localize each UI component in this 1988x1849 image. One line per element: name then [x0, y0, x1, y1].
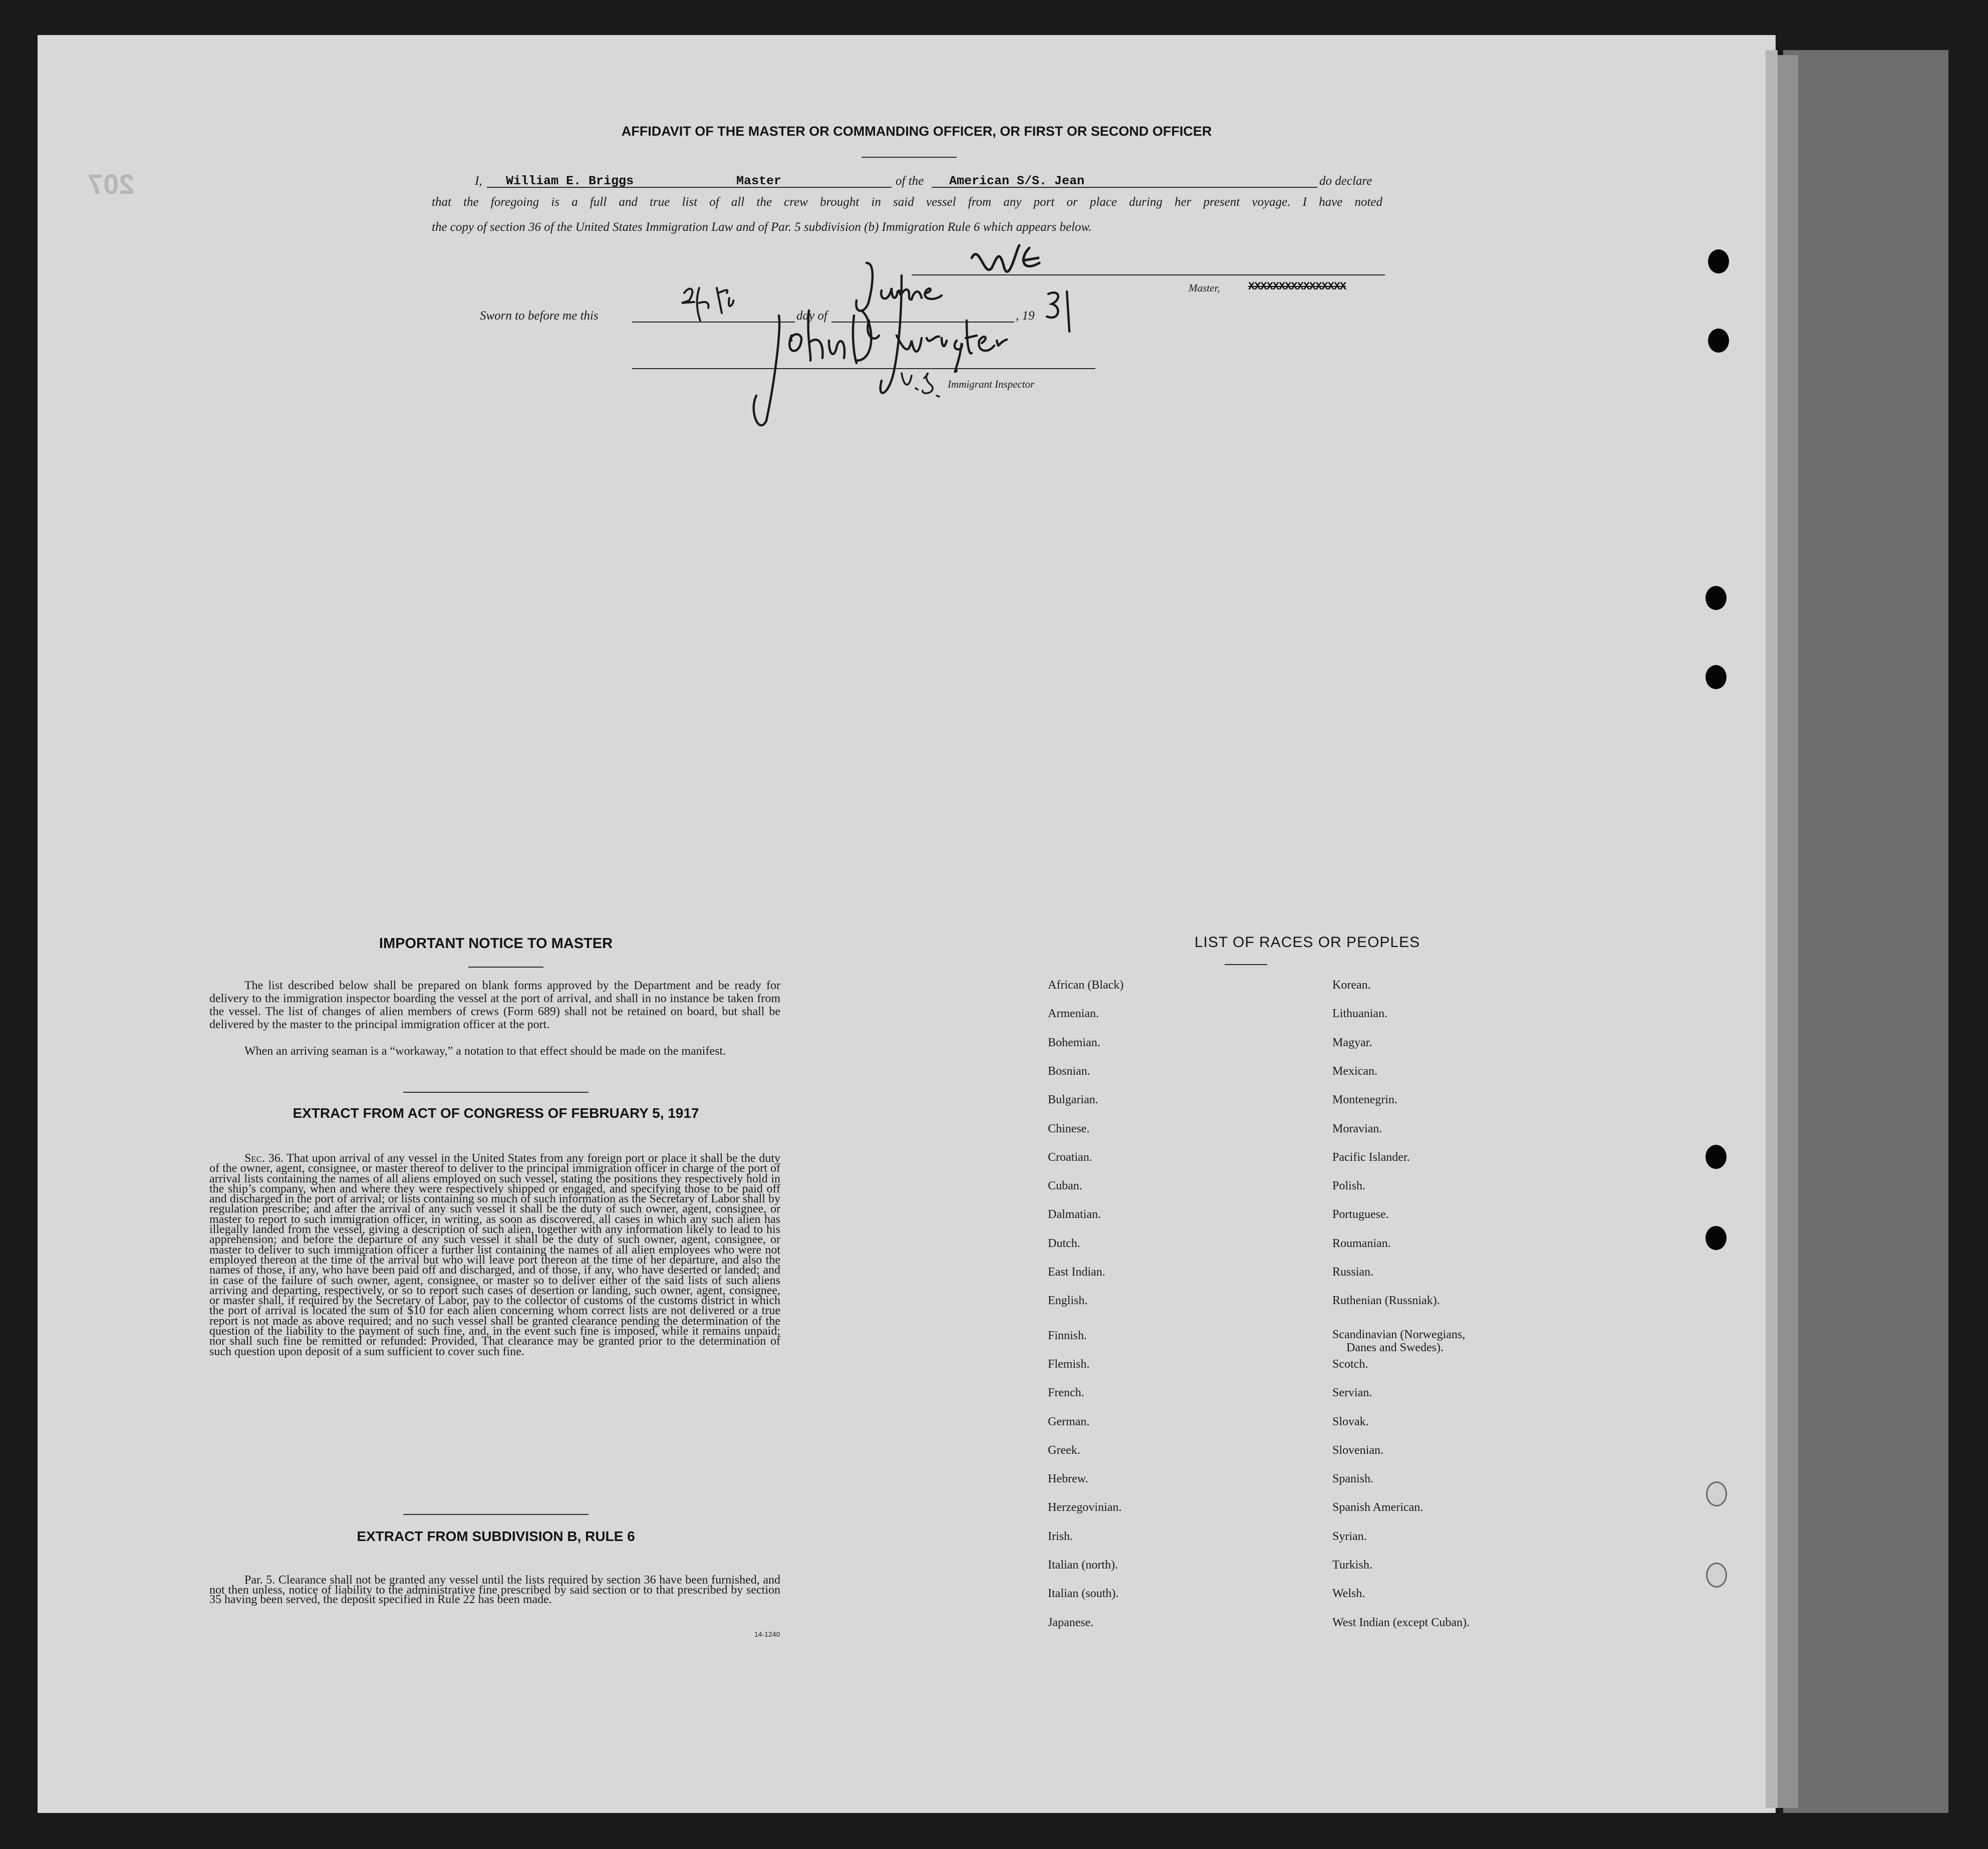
- race-item: Herzegovinian.: [1048, 1501, 1122, 1514]
- race-item: Polish.: [1332, 1179, 1366, 1193]
- punch-hole: [1706, 1226, 1727, 1250]
- race-item: Korean.: [1332, 979, 1371, 992]
- punch-hole: [1706, 586, 1727, 610]
- race-item: English.: [1048, 1294, 1088, 1308]
- section-divider: [403, 1514, 589, 1515]
- punch-hole: [1708, 329, 1729, 353]
- master-name: William E. Briggs: [506, 174, 634, 188]
- race-item: Turkish.: [1332, 1559, 1372, 1572]
- page-edge-shadow: [1766, 50, 1778, 1808]
- race-item: Italian (south).: [1048, 1587, 1119, 1601]
- race-item: Chinese.: [1048, 1122, 1090, 1135]
- race-item: Bulgarian.: [1048, 1093, 1098, 1107]
- punch-hole: [1706, 1145, 1727, 1169]
- notice-title: IMPORTANT NOTICE TO MASTER: [379, 936, 613, 952]
- inspector-label: Immigrant Inspector: [948, 378, 1035, 390]
- punch-hole: [1706, 665, 1727, 689]
- form-number: 14-1240: [754, 1630, 780, 1638]
- race-item: German.: [1048, 1415, 1090, 1428]
- affidavit-line-2: that the foregoing is a full and true list of all the crew brought in said vessel from any port or place during her present voyage. I have noted: [432, 195, 1382, 209]
- do-declare-label: do declare: [1319, 174, 1372, 188]
- title-rule: [862, 157, 957, 158]
- race-item: French.: [1048, 1386, 1084, 1400]
- act-extract-title: EXTRACT FROM ACT OF CONGRESS OF FEBRUARY 5, 1917: [293, 1105, 699, 1121]
- affidavit-title: AFFIDAVIT OF THE MASTER OR COMMANDING OFFICER, OR FIRST OR SECOND OFFICER: [621, 124, 1212, 139]
- race-item: Greek.: [1048, 1443, 1080, 1457]
- affidavit-prefix: I,: [475, 174, 482, 188]
- race-item: Bohemian.: [1048, 1036, 1100, 1049]
- races-title: LIST OF RACES OR PEOPLES: [1194, 934, 1421, 951]
- sworn-prefix: Sworn to before me this: [480, 309, 599, 323]
- sworn-day-handwritten: [679, 273, 739, 331]
- race-item: Portuguese.: [1332, 1208, 1389, 1221]
- race-item: Spanish American.: [1332, 1501, 1424, 1514]
- master-label: Master,: [1189, 282, 1220, 294]
- race-item: Scotch.: [1332, 1357, 1368, 1371]
- race-item: Danes and Swedes).: [1346, 1341, 1444, 1354]
- races-rule: [1225, 964, 1267, 965]
- race-item: Magyar.: [1332, 1036, 1372, 1049]
- master-rank: Master: [736, 174, 782, 188]
- bleed-through-page-number: 207: [88, 168, 135, 200]
- race-item: Russian.: [1332, 1266, 1374, 1279]
- rule-extract-text: Par. 5. Clearance shall not be granted any vessel until the lists required by section 36 have been furnished, and not then unless, notice of liability to the administrative fine prescribed by said section or to that prescribed by section 35 having been served, the deposit specified in Rule 22 has been made.: [209, 1574, 780, 1606]
- notice-paragraph-1: The list described below shall be prepared on blank forms approved by the Department and be ready for delivery to the immigration inspector boarding the vessel at the port of arrival, and shall in no instance be taken from the vessel. The list of changes of alien members of crews (Form 689) shall not be retained on board, but shall be delivered by the master to the principal immigration officer at the port.: [209, 979, 780, 1031]
- race-item: Armenian.: [1048, 1007, 1099, 1021]
- race-item: Ruthenian (Russniak).: [1332, 1294, 1440, 1308]
- race-item: Irish.: [1048, 1529, 1073, 1543]
- race-item: Hebrew.: [1048, 1472, 1088, 1486]
- race-item: Welsh.: [1332, 1587, 1365, 1601]
- race-item: Finnish.: [1048, 1329, 1087, 1342]
- race-item: Moravian.: [1332, 1122, 1382, 1135]
- race-item: Servian.: [1332, 1386, 1372, 1400]
- struck-officer-title: XXXXXXXXXXXXXXXX: [1248, 280, 1346, 293]
- rule-extract-title: EXTRACT FROM SUBDIVISION B, RULE 6: [357, 1528, 635, 1544]
- inspector-signature: [736, 255, 1097, 438]
- race-item: Lithuanian.: [1332, 1007, 1387, 1021]
- year-prefix: , 19: [1016, 309, 1035, 323]
- race-item: Pacific Islander.: [1332, 1150, 1410, 1164]
- race-item: Spanish.: [1332, 1472, 1374, 1486]
- affidavit-line-3: the copy of section 36 of the United States Immigration Law and of Par. 5 subdivision (b) Immigration Rule 6 which appears below.: [432, 220, 1092, 234]
- race-item: Dalmatian.: [1048, 1208, 1101, 1221]
- punch-hole: [1708, 249, 1729, 273]
- race-item: Mexican.: [1332, 1064, 1377, 1078]
- race-item: Cuban.: [1048, 1179, 1082, 1193]
- race-item: Montenegrin.: [1332, 1093, 1397, 1107]
- race-item: Scandinavian (Norwegians,: [1332, 1328, 1466, 1341]
- punch-hole-faint: [1706, 1563, 1727, 1588]
- race-item: Flemish.: [1048, 1357, 1090, 1371]
- race-item: Bosnian.: [1048, 1064, 1090, 1078]
- race-item: African (Black): [1048, 979, 1124, 992]
- race-item: East Indian.: [1048, 1266, 1105, 1279]
- background-sheet: [1783, 50, 1948, 1813]
- race-item: Slovenian.: [1332, 1443, 1383, 1457]
- notice-paragraph-2: When an arriving seaman is a “workaway,” a notation to that effect should be made on the manifest.: [244, 1045, 726, 1058]
- punch-hole-faint: [1706, 1481, 1727, 1506]
- act-extract-text: Sec. 36. That upon arrival of any vessel in the United States from any foreign port or place it shall be the duty of the owner, agent, consignee, or master thereof to deliver to the principal immigration officer in charge of the port of arrival lists containing the names of all aliens employed on such vessel, stating the positions they respectively hold in the ship’s company, when and where they were respectively shipped or engaged, and specifying those to be paid off and discharged in the port of arrival; or lists containing so much of such information as the Secretary of Labor shall by regulation prescribe; and after the arrival of any such vessel it shall be the duty of such owner, agent, consignee, or master to report to such immigration officer, in writing, as soon as discovered, all cases in which any such alien has illegally landed from the vessel, giving a description of such alien, together with any information likely to lead to his apprehension; and before the departure of any such vessel it shall be the duty of such owner, agent, consignee, or master to deliver to such immigration officer a further list containing the names of all alien employees who were not employed thereon at the time of the arrival but who will leave port thereon at the time of her departure, and also the names of those, if any, who have been paid off and discharged, and of those, if any, who have deserted or landed; and in case of the failure of such owner, agent, consignee, or master so to deliver either of the said lists of such aliens arriving and departing, respectively, or so to report such cases of desertion or landing, such owner, agent, consignee, or master shall, if required by the Secretary of Labor, pay to the collector of customs of the customs district in which the port of arrival is located the sum of $10 for each alien concerning whom correct lists are not delivered or a true report is not made as above required; and no such vessel shall be granted clearance pending the determination of the question of the liability to the payment of such fine, and, in the event such fine is imposed, while it remains unpaid; nor shall such fine be remitted or refunded: Provided, That clearance may be granted prior to the determination of such question upon deposit of a sum sufficient to cover such fine.: [209, 1152, 781, 1358]
- race-item: West Indian (except Cuban).: [1332, 1616, 1470, 1629]
- race-item: Italian (north).: [1048, 1559, 1118, 1572]
- race-item: Roumanian.: [1332, 1237, 1391, 1250]
- of-the-label: of the: [896, 174, 924, 188]
- race-item: Croatian.: [1048, 1150, 1092, 1164]
- vessel-name: American S/S. Jean: [949, 174, 1085, 188]
- race-item: Syrian.: [1332, 1529, 1367, 1543]
- race-item: Japanese.: [1048, 1616, 1094, 1629]
- day-of-label: day of: [796, 309, 827, 323]
- notice-rule: [468, 967, 543, 968]
- race-item: Dutch.: [1048, 1237, 1080, 1250]
- race-item: Slovak.: [1332, 1415, 1369, 1428]
- section-divider: [403, 1092, 589, 1093]
